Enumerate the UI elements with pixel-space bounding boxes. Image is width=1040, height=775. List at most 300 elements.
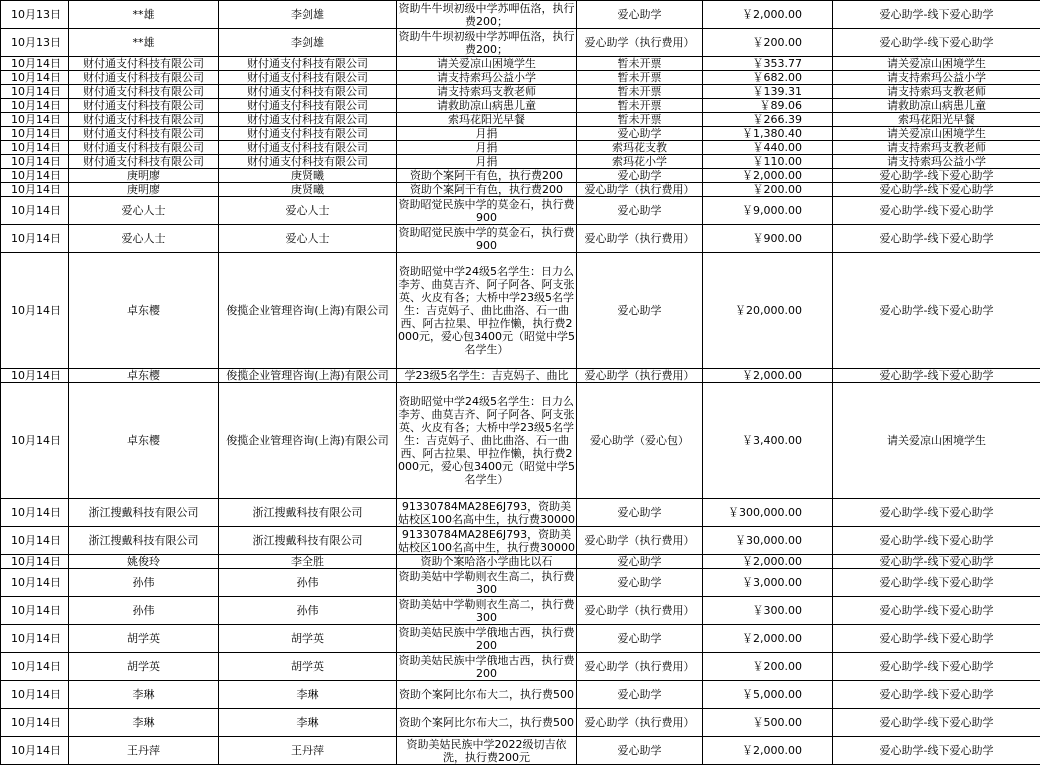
project-cell[interactable] <box>833 253 1040 369</box>
purpose-text: 月捐 <box>475 127 498 140</box>
project-cell[interactable] <box>833 555 1040 569</box>
donor-name-text: 爱心人士 <box>121 232 166 245</box>
company-cell[interactable] <box>219 141 397 155</box>
donor-name-cell[interactable] <box>69 225 219 253</box>
donor-name-cell[interactable] <box>69 29 219 57</box>
amount-cell[interactable] <box>703 57 833 71</box>
company-text: 俊揽企业管理咨询(上海)有限公司 <box>226 304 389 317</box>
purpose-cell[interactable] <box>397 127 577 141</box>
date-cell[interactable] <box>1 569 69 597</box>
date-cell[interactable] <box>1 225 69 253</box>
table-row <box>1 155 1040 169</box>
amount-text: ￥2,000.00 <box>742 8 802 21</box>
project-cell[interactable] <box>833 1 1040 29</box>
purpose-cell[interactable] <box>397 253 577 369</box>
project-text: 爱心助学-线下爱心助学 <box>879 660 994 673</box>
purpose-cell[interactable] <box>397 141 577 155</box>
company-text: 王丹萍 <box>291 744 324 757</box>
date-cell[interactable] <box>1 709 69 737</box>
company-text: 李剑雄 <box>291 8 324 21</box>
date-text: 10月14日 <box>11 534 61 547</box>
date-cell[interactable] <box>1 29 69 57</box>
category-cell[interactable] <box>577 569 703 597</box>
company-cell[interactable] <box>219 681 397 709</box>
project-cell[interactable] <box>833 653 1040 681</box>
company-cell[interactable] <box>219 71 397 85</box>
amount-text: ￥300,000.00 <box>728 506 802 519</box>
donor-name-text: 李琳 <box>132 716 155 729</box>
table-row <box>1 737 1040 765</box>
project-text: 爱心助学-线下爱心助学 <box>879 604 994 617</box>
project-cell[interactable] <box>833 569 1040 597</box>
purpose-cell[interactable] <box>397 1 577 29</box>
purpose-cell[interactable] <box>397 155 577 169</box>
date-cell[interactable] <box>1 625 69 653</box>
category-text: 爱心助学（执行费用） <box>584 716 695 729</box>
amount-cell[interactable] <box>703 499 833 527</box>
category-text: 爱心助学（执行费用） <box>584 36 695 49</box>
category-cell[interactable] <box>577 183 703 197</box>
company-cell[interactable] <box>219 253 397 369</box>
company-cell[interactable] <box>219 737 397 765</box>
date-cell[interactable] <box>1 681 69 709</box>
category-cell[interactable] <box>577 369 703 383</box>
purpose-text: 资助昭觉中学24级5名学生：日力么李芳、曲莫吉齐、阿子阿各、阿支张英、火皮有各；大桥中学23级5名学生：吉克妈子、曲比曲洛、石一曲西、阿古拉果、甲拉作懒，执行费2000元，爱心包3400元（昭觉中学5名学生） <box>398 395 575 486</box>
amount-text: ￥266.39 <box>752 113 802 126</box>
table-row <box>1 197 1040 225</box>
project-cell[interactable] <box>833 737 1040 765</box>
amount-cell[interactable] <box>703 85 833 99</box>
date-text: 10月14日 <box>11 688 61 701</box>
category-cell[interactable] <box>577 737 703 765</box>
project-cell[interactable] <box>833 197 1040 225</box>
company-cell[interactable] <box>219 569 397 597</box>
amount-cell[interactable] <box>703 737 833 765</box>
project-cell[interactable] <box>833 113 1040 127</box>
purpose-cell[interactable] <box>397 29 577 57</box>
donor-name-cell[interactable] <box>69 569 219 597</box>
donor-name-cell[interactable] <box>69 527 219 555</box>
date-text: 10月14日 <box>11 632 61 645</box>
company-cell[interactable] <box>219 653 397 681</box>
purpose-text: 91330784MA28E6J793，资助美姑校区100名高中生，执行费30000 <box>398 527 575 554</box>
company-cell[interactable] <box>219 113 397 127</box>
donor-name-text: 浙江搜戴科技有限公司 <box>88 506 199 519</box>
purpose-text: 资助个案哈洛小学曲比以石 <box>420 555 553 568</box>
company-cell[interactable] <box>219 527 397 555</box>
donor-name-cell[interactable] <box>69 709 219 737</box>
donor-name-text: 胡学英 <box>127 660 160 673</box>
category-cell[interactable] <box>577 155 703 169</box>
category-cell[interactable] <box>577 29 703 57</box>
donor-name-cell[interactable] <box>69 141 219 155</box>
project-text: 爱心助学-线下爱心助学 <box>879 576 994 589</box>
purpose-text: 请支持索玛支教老师 <box>437 85 536 98</box>
purpose-text: 月捐 <box>475 155 498 168</box>
amount-cell[interactable] <box>703 253 833 369</box>
company-cell[interactable] <box>219 29 397 57</box>
company-cell[interactable] <box>219 597 397 625</box>
amount-text: ￥2,000.00 <box>742 632 802 645</box>
donor-name-cell[interactable] <box>69 625 219 653</box>
table-row <box>1 253 1040 369</box>
company-text: 孙伟 <box>296 604 319 617</box>
category-cell[interactable] <box>577 197 703 225</box>
amount-cell[interactable] <box>703 99 833 113</box>
date-cell[interactable] <box>1 99 69 113</box>
company-cell[interactable] <box>219 625 397 653</box>
amount-cell[interactable] <box>703 183 833 197</box>
table-row <box>1 99 1040 113</box>
donor-name-text: 财付通支付科技有限公司 <box>83 99 204 112</box>
table-row <box>1 555 1040 569</box>
purpose-cell[interactable] <box>397 225 577 253</box>
category-cell[interactable] <box>577 141 703 155</box>
category-cell[interactable] <box>577 113 703 127</box>
project-cell[interactable] <box>833 141 1040 155</box>
company-cell[interactable] <box>219 183 397 197</box>
company-text: 财付通支付科技有限公司 <box>247 71 368 84</box>
category-cell[interactable] <box>577 681 703 709</box>
amount-cell[interactable] <box>703 197 833 225</box>
project-text: 请支持索玛公益小学 <box>887 71 986 84</box>
category-cell[interactable] <box>577 709 703 737</box>
date-cell[interactable] <box>1 155 69 169</box>
purpose-cell[interactable] <box>397 709 577 737</box>
purpose-cell[interactable] <box>397 681 577 709</box>
donor-name-cell[interactable] <box>69 555 219 569</box>
category-text: 暂未开票 <box>617 99 662 112</box>
purpose-cell[interactable] <box>397 555 577 569</box>
date-cell[interactable] <box>1 1 69 29</box>
date-text: 10月14日 <box>11 576 61 589</box>
date-text: 10月14日 <box>11 57 61 70</box>
purpose-cell[interactable] <box>397 183 577 197</box>
table-row <box>1 57 1040 71</box>
date-cell[interactable] <box>1 141 69 155</box>
company-text: 俊揽企业管理咨询(上海)有限公司 <box>226 434 389 447</box>
donor-name-cell[interactable] <box>69 113 219 127</box>
category-cell[interactable] <box>577 57 703 71</box>
project-text: 爱心助学-线下爱心助学 <box>879 183 994 196</box>
date-cell[interactable] <box>1 527 69 555</box>
date-text: 10月14日 <box>11 99 61 112</box>
date-cell[interactable] <box>1 197 69 225</box>
amount-cell[interactable] <box>703 527 833 555</box>
amount-text: ￥89.06 <box>759 99 802 112</box>
donor-name-text: **雄 <box>132 36 155 49</box>
purpose-cell[interactable] <box>397 169 577 183</box>
donor-name-cell[interactable] <box>69 383 219 499</box>
company-cell[interactable] <box>219 197 397 225</box>
amount-text: ￥20,000.00 <box>735 304 802 317</box>
amount-cell[interactable] <box>703 225 833 253</box>
amount-text: ￥2,000.00 <box>742 169 802 182</box>
purpose-cell[interactable] <box>397 597 577 625</box>
amount-text: ￥1,380.40 <box>742 127 802 140</box>
company-text: 胡学英 <box>291 660 324 673</box>
amount-cell[interactable] <box>703 555 833 569</box>
company-cell[interactable] <box>219 85 397 99</box>
category-cell[interactable] <box>577 555 703 569</box>
donor-name-cell[interactable] <box>69 155 219 169</box>
project-text: 请支持索玛支教老师 <box>887 85 986 98</box>
donor-name-text: 卓东樱 <box>127 434 160 447</box>
company-cell[interactable] <box>219 99 397 113</box>
amount-cell[interactable] <box>703 169 833 183</box>
donor-name-cell[interactable] <box>69 85 219 99</box>
amount-cell[interactable] <box>703 113 833 127</box>
table-row <box>1 369 1040 383</box>
date-cell[interactable] <box>1 57 69 71</box>
company-cell[interactable] <box>219 225 397 253</box>
category-text: 爱心助学（执行费用） <box>584 183 695 196</box>
amount-text: ￥440.00 <box>752 141 802 154</box>
table-row <box>1 597 1040 625</box>
purpose-cell[interactable] <box>397 625 577 653</box>
category-cell[interactable] <box>577 225 703 253</box>
donor-name-text: 财付通支付科技有限公司 <box>83 113 204 126</box>
category-text: 爱心助学 <box>617 555 662 568</box>
company-text: 李琳 <box>296 688 319 701</box>
date-cell[interactable] <box>1 597 69 625</box>
project-cell[interactable] <box>833 85 1040 99</box>
date-cell[interactable] <box>1 113 69 127</box>
company-cell[interactable] <box>219 57 397 71</box>
company-cell[interactable] <box>219 169 397 183</box>
project-cell[interactable] <box>833 99 1040 113</box>
date-text: 10月14日 <box>11 141 61 154</box>
project-text: 爱心助学-线下爱心助学 <box>879 534 994 547</box>
company-cell[interactable] <box>219 155 397 169</box>
category-cell[interactable] <box>577 625 703 653</box>
category-cell[interactable] <box>577 169 703 183</box>
company-cell[interactable] <box>219 499 397 527</box>
amount-text: ￥5,000.00 <box>742 688 802 701</box>
date-cell[interactable] <box>1 127 69 141</box>
amount-cell[interactable] <box>703 127 833 141</box>
company-cell[interactable] <box>219 369 397 383</box>
category-cell[interactable] <box>577 85 703 99</box>
project-text: 请救助凉山病患儿童 <box>887 99 986 112</box>
table-row <box>1 169 1040 183</box>
category-cell[interactable] <box>577 527 703 555</box>
amount-cell[interactable] <box>703 369 833 383</box>
amount-cell[interactable] <box>703 625 833 653</box>
date-cell[interactable] <box>1 653 69 681</box>
category-text: 爱心助学 <box>617 304 662 317</box>
company-text: 李全胜 <box>291 555 324 568</box>
project-cell[interactable] <box>833 169 1040 183</box>
category-text: 爱心助学（执行费用） <box>584 369 695 382</box>
amount-cell[interactable] <box>703 597 833 625</box>
project-cell[interactable] <box>833 29 1040 57</box>
category-cell[interactable] <box>577 253 703 369</box>
donor-name-cell[interactable] <box>69 169 219 183</box>
company-text: 孙伟 <box>296 576 319 589</box>
company-cell[interactable] <box>219 1 397 29</box>
amount-text: ￥139.31 <box>752 85 802 98</box>
category-cell[interactable] <box>577 499 703 527</box>
date-text: 10月14日 <box>11 716 61 729</box>
purpose-text: 资助个案阿干有色，执行费200 <box>410 183 563 196</box>
category-cell[interactable] <box>577 597 703 625</box>
category-text: 爱心助学（爱心包） <box>590 434 689 447</box>
category-cell[interactable] <box>577 127 703 141</box>
amount-text: ￥2,000.00 <box>742 555 802 568</box>
purpose-text: 请关爱凉山困境学生 <box>437 57 536 70</box>
category-text: 暂未开票 <box>617 85 662 98</box>
amount-text: ￥200.00 <box>752 660 802 673</box>
date-cell[interactable] <box>1 555 69 569</box>
donor-name-cell[interactable] <box>69 127 219 141</box>
donor-name-cell[interactable] <box>69 737 219 765</box>
table-row <box>1 653 1040 681</box>
project-text: 爱心助学-线下爱心助学 <box>879 36 994 49</box>
table-row <box>1 127 1040 141</box>
company-text: 李琳 <box>296 716 319 729</box>
donor-name-cell[interactable] <box>69 597 219 625</box>
donor-name-cell[interactable] <box>69 99 219 113</box>
date-cell[interactable] <box>1 183 69 197</box>
date-cell[interactable] <box>1 253 69 369</box>
project-text: 爱心助学-线下爱心助学 <box>879 555 994 568</box>
project-cell[interactable] <box>833 383 1040 499</box>
date-text: 10月14日 <box>11 660 61 673</box>
category-cell[interactable] <box>577 71 703 85</box>
donor-name-text: 王丹萍 <box>127 744 160 757</box>
donor-name-text: 卓东樱 <box>127 304 160 317</box>
donor-name-cell[interactable] <box>69 253 219 369</box>
purpose-cell[interactable] <box>397 369 577 383</box>
project-cell[interactable] <box>833 155 1040 169</box>
project-cell[interactable] <box>833 625 1040 653</box>
amount-text: ￥900.00 <box>752 232 802 245</box>
category-cell[interactable] <box>577 99 703 113</box>
donor-name-cell[interactable] <box>69 183 219 197</box>
purpose-text: 请支持索玛公益小学 <box>437 71 536 84</box>
project-cell[interactable] <box>833 183 1040 197</box>
amount-cell[interactable] <box>703 383 833 499</box>
purpose-cell[interactable] <box>397 737 577 765</box>
category-text: 索玛花小学 <box>612 155 667 168</box>
donor-name-text: 财付通支付科技有限公司 <box>83 141 204 154</box>
category-text: 爱心助学 <box>617 8 662 21</box>
date-cell[interactable] <box>1 737 69 765</box>
date-text: 10月14日 <box>11 555 61 568</box>
date-cell[interactable] <box>1 71 69 85</box>
donor-name-cell[interactable] <box>69 57 219 71</box>
company-cell[interactable] <box>219 383 397 499</box>
project-cell[interactable] <box>833 499 1040 527</box>
project-cell[interactable] <box>833 527 1040 555</box>
category-cell[interactable] <box>577 1 703 29</box>
purpose-cell[interactable] <box>397 85 577 99</box>
amount-cell[interactable] <box>703 1 833 29</box>
date-cell[interactable] <box>1 499 69 527</box>
purpose-text: 资助昭觉中学24级5名学生：日力么李芳、曲莫吉齐、阿子阿各、阿支张英、火皮有各；大桥中学23级5名学生：吉克妈子、曲比曲洛、石一曲西、阿古拉果、甲拉作懒，执行费2000元，爱心包3400元（昭觉中学5名学生） <box>398 265 575 356</box>
project-text: 请关爱凉山困境学生 <box>887 127 986 140</box>
category-text: 爱心助学 <box>617 576 662 589</box>
purpose-cell[interactable] <box>397 99 577 113</box>
project-cell[interactable] <box>833 369 1040 383</box>
category-text: 索玛花支教 <box>612 141 667 154</box>
amount-cell[interactable] <box>703 709 833 737</box>
company-cell[interactable] <box>219 127 397 141</box>
amount-cell[interactable] <box>703 71 833 85</box>
project-cell[interactable] <box>833 225 1040 253</box>
category-text: 爱心助学 <box>617 632 662 645</box>
amount-cell[interactable] <box>703 653 833 681</box>
project-cell[interactable] <box>833 71 1040 85</box>
project-cell[interactable] <box>833 709 1040 737</box>
category-text: 爱心助学 <box>617 169 662 182</box>
amount-cell[interactable] <box>703 29 833 57</box>
table-row <box>1 29 1040 57</box>
donor-name-cell[interactable] <box>69 1 219 29</box>
amount-cell[interactable] <box>703 569 833 597</box>
project-text: 爱心助学-线下爱心助学 <box>879 304 994 317</box>
category-cell[interactable] <box>577 383 703 499</box>
donor-name-cell[interactable] <box>69 369 219 383</box>
date-cell[interactable] <box>1 85 69 99</box>
amount-cell[interactable] <box>703 681 833 709</box>
company-cell[interactable] <box>219 709 397 737</box>
amount-text: ￥110.00 <box>752 155 802 168</box>
date-cell[interactable] <box>1 169 69 183</box>
company-text: 财付通支付科技有限公司 <box>247 113 368 126</box>
project-cell[interactable] <box>833 57 1040 71</box>
purpose-text: 月捐 <box>475 141 498 154</box>
project-cell[interactable] <box>833 681 1040 709</box>
donor-name-cell[interactable] <box>69 499 219 527</box>
project-cell[interactable] <box>833 597 1040 625</box>
donor-name-cell[interactable] <box>69 71 219 85</box>
table-body <box>1 1 1040 765</box>
date-text: 10月14日 <box>11 169 61 182</box>
date-cell[interactable] <box>1 369 69 383</box>
table-row <box>1 225 1040 253</box>
purpose-cell[interactable] <box>397 527 577 555</box>
amount-cell[interactable] <box>703 155 833 169</box>
date-text: 10月14日 <box>11 113 61 126</box>
donor-name-text: 卓东樱 <box>127 369 160 382</box>
donor-name-cell[interactable] <box>69 653 219 681</box>
project-cell[interactable] <box>833 127 1040 141</box>
date-cell[interactable] <box>1 383 69 499</box>
purpose-cell[interactable] <box>397 383 577 499</box>
donor-name-cell[interactable] <box>69 681 219 709</box>
category-text: 暂未开票 <box>617 113 662 126</box>
company-cell[interactable] <box>219 555 397 569</box>
purpose-cell[interactable] <box>397 197 577 225</box>
donor-name-cell[interactable] <box>69 197 219 225</box>
project-text: 爱心助学-线下爱心助学 <box>879 744 994 757</box>
purpose-cell[interactable] <box>397 113 577 127</box>
purpose-text: 资助美姑中学勒则衣生高二，执行费300 <box>398 569 575 596</box>
donor-name-text: **雄 <box>132 8 155 21</box>
purpose-text: 资助美姑民族中学2022级切吉依洗，执行费200元 <box>406 737 567 764</box>
purpose-cell[interactable] <box>397 499 577 527</box>
category-cell[interactable] <box>577 653 703 681</box>
purpose-cell[interactable] <box>397 71 577 85</box>
purpose-cell[interactable] <box>397 569 577 597</box>
amount-cell[interactable] <box>703 141 833 155</box>
purpose-cell[interactable] <box>397 653 577 681</box>
purpose-text: 资助个案阿比尔布大二，执行费500 <box>399 716 574 729</box>
purpose-cell[interactable] <box>397 57 577 71</box>
amount-text: ￥200.00 <box>752 183 802 196</box>
